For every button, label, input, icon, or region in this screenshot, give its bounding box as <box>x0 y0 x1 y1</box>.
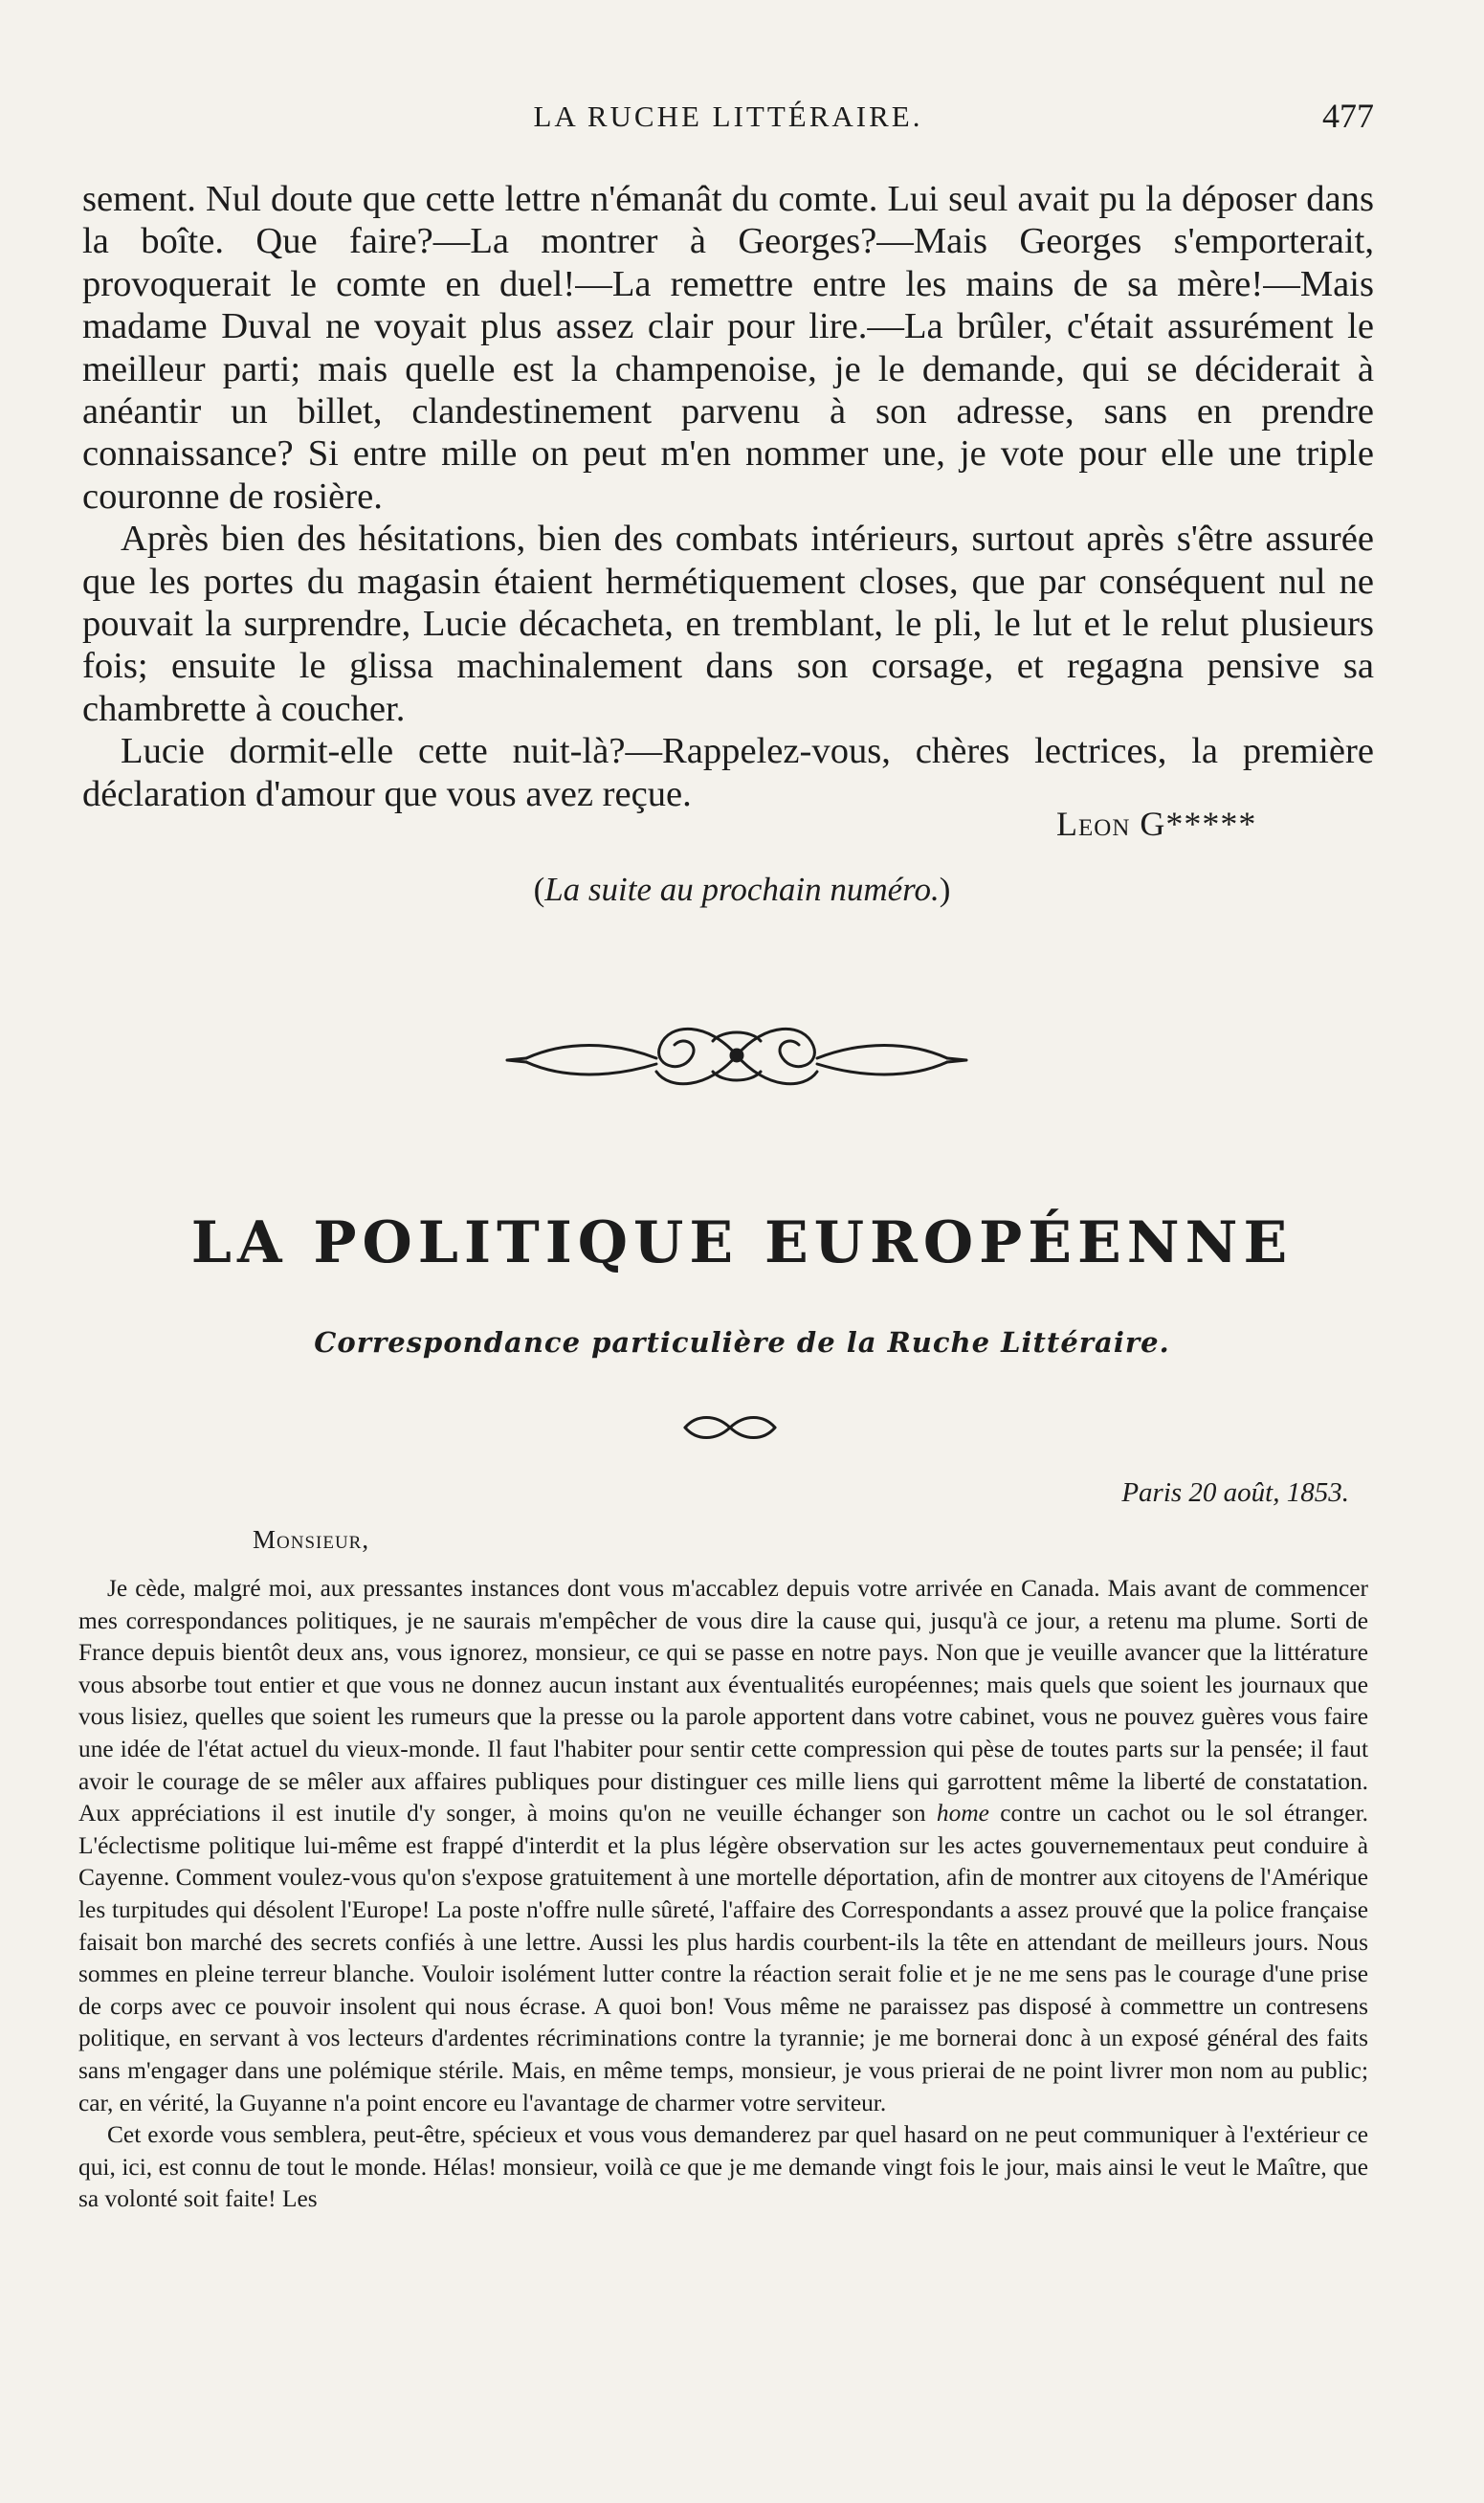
letter-text: Je cède, malgré moi, aux pressantes instances dont vous m'accablez depuis votre arrivée en Canada. Mais avant de commencer mes correspondances politiques, je ne saurais m'empêcher de vous dire la cause qui, jusqu'à ce jour, a retenu ma plume. Sorti de France depuis bientôt deux ans, vous ignorez, monsieur, ce qui se passe en notre pays. Non que je veuille avancer que la littérature vous absorbe tout entier et que vous ne donnez aucun instant aux éventualités européennes; mais quels que soient les journaux que vous lisiez, quelles que soient les rumeurs que la presse ou la parole apportent dans votre cabinet, vous ne pouvez guères vous faire une idée de l'état actuel du vieux-monde. Il faut l'habiter pour sentir cette compression qui pèse de toutes parts sur la pensée; il faut avoir le courage de se mêler aux affaires publiques pour distinguer ces mille liens qui garrottent même la liberté de constatation. Aux appréciations il est inutile d'y songer, à moins qu'on ne veuille échanger son <box>78 1575 1368 1827</box>
story-paragraph: Après bien des hésitations, bien des combats intérieurs, surtout après s'être assurée que les portes du magasin étaient hermétiquement closes, que par conséquent nul ne pouvait la surprendre, Lucie décacheta, en tremblant, le pli, le lut et le relut plusieurs fois; ensuite le glissa machinalement dans son corsage, et regagna pensive sa chambrette à coucher. <box>82 519 1374 729</box>
story-text <box>82 178 1374 815</box>
letter-italic-word: home <box>936 1800 989 1827</box>
letter-salutation: Monsieur, <box>253 1525 370 1554</box>
story-paragraph: Lucie dormit-elle cette nuit-là?—Rappelez-vous, chères lectrices, la première déclaration d'amour que vous avez reçue. <box>82 731 1374 814</box>
author-signature: Leon G***** <box>1056 805 1257 843</box>
letter-dateline: Paris 20 août, 1853. <box>1121 1477 1349 1508</box>
section-subtitle: Correspondance particulière de la Ruche Littéraire. <box>314 1326 1170 1359</box>
sequel-note-text: La suite au prochain numéro. <box>544 871 940 908</box>
story-paragraph: sement. Nul doute que cette lettre n'émanât du comte. Lui seul avait pu la déposer dans la boîte. Que faire?—La montrer à Georges?—Mais Georges s'emporterait, provoquerait le comte en duel!—La remettre entre les mains de sa mère!—Mais madame Duval ne voyait plus assez clair pour lire.—La brûler, c'était assurément le meilleur parti; mais quelle est la champenoise, je le demande, qui se déciderait à anéantir un billet, clandestinement parvenu à son adresse, sans en prendre connaissance? Si entre mille on peut m'en nommer une, je vote pour elle une triple couronne de rosière. <box>82 179 1374 517</box>
page-number: 477 <box>1322 97 1374 135</box>
section-title: LA POLITIQUE EUROPÉENNE <box>190 1209 1294 1276</box>
letter-text: contre un cachot ou le sol étranger. L'éclectisme politique lui-même est frappé d'interdit et la plus légère observation sur les actes gouvernementaux peut conduire à Cayenne. Comment voulez-vous qu'on s'expose gratuitement à une mortelle déportation, afin de montrer aux citoyens de l'Amérique les turpitudes qui désolent l'Europe! La poste n'offre nulle sûreté, l'affaire des Correspondants a assez prouvé que la police française faisait bon marché des secrets confiés à une lettre. Aussi les plus hardis courbent-ils la tête en attendant de meilleurs jours. Nous sommes en pleine terreur blanche. Vouloir isolément lutter contre la réaction serait folie et je ne me sens pas le courage d'une prise de corps avec ce pouvoir insolent qui nous écrase. A quoi bon! Vous même ne paraissez pas disposé à commettre un contresens politique, en servant à vos lecteurs d'ardentes récriminations contre la tyrannie; je me bornerai donc à un exposé général des faits sans m'engager dans une polémique stérile. Mais, en même temps, monsieur, je vous prierai de ne point livrer mon nom au public; car, en vérité, la Guyanne n'a point encore eu l'avantage de charmer votre serviteur. <box>78 1800 1368 2116</box>
letter-body <box>78 1573 1368 2216</box>
letter-paragraph <box>78 1573 1368 2119</box>
running-header <box>82 97 1374 138</box>
flourish-ornament-icon <box>488 1003 986 1108</box>
letter-paragraph: Cet exorde vous semblera, peut-être, spécieux et vous vous demanderez par quel hasard on ne peut communiquer à l'extérieur ce qui, ici, est connu de tout le monde. Hélas! monsieur, voilà ce que je me demande vingt fois le jour, mais ainsi le veut le Maître, que sa volonté soit faite! Les <box>78 2121 1368 2213</box>
divider-ornament-icon <box>677 1410 783 1445</box>
sequel-note: (La suite au prochain numéro.) <box>533 871 951 908</box>
running-title: LA RUCHE LITTÉRAIRE. <box>533 100 923 133</box>
